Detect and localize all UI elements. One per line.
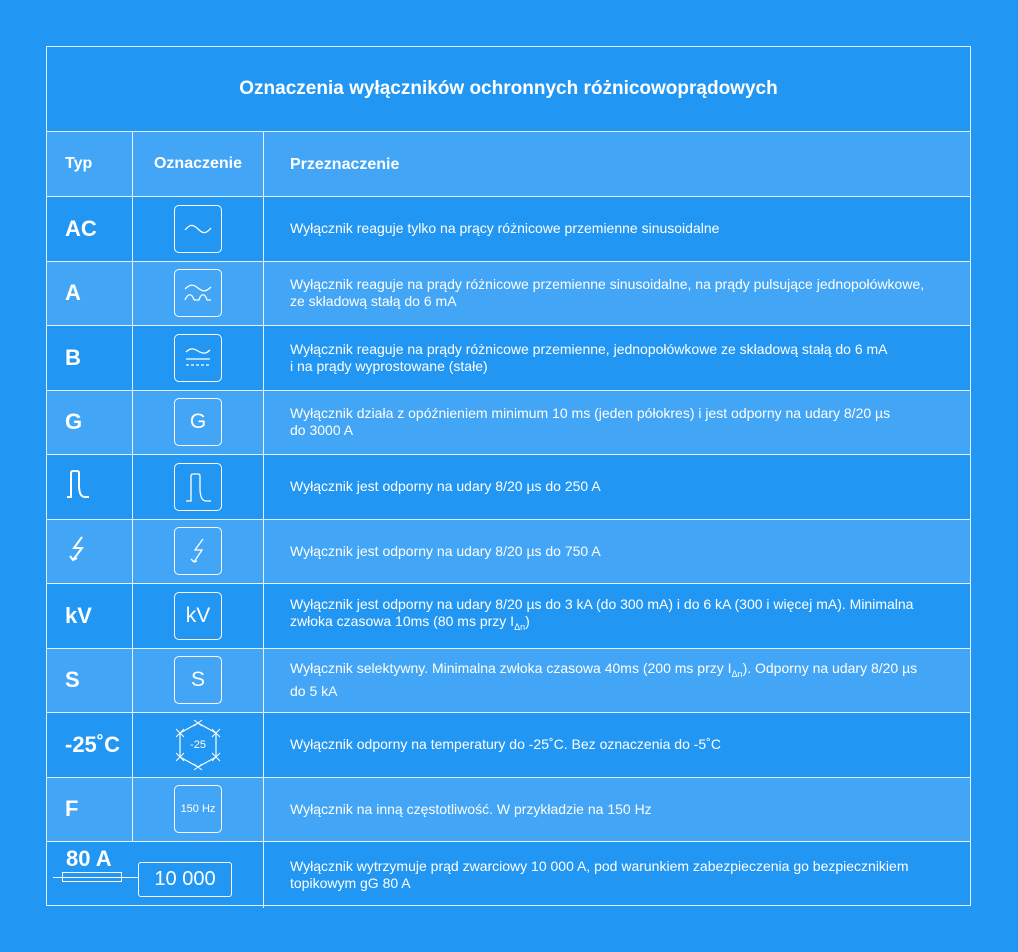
table-row <box>47 455 970 520</box>
type-label: AC <box>65 215 97 241</box>
row-description-line2: ze składową stałą do 6 mA <box>290 293 457 310</box>
row-description: Wyłącznik reaguje tylko na prący różnicowe przemienne sinusoidalne <box>290 220 720 237</box>
header-symbol: Oznaczenie <box>133 132 264 196</box>
rcd-markings-table <box>46 46 971 906</box>
row-description: Wyłącznik działa z opóźnieniem minimum 10 ms (jeden półokres) i jest odporny na udary 8/20 µs <box>290 405 891 422</box>
type-label: kV <box>65 602 92 628</box>
row-description-line2: do 3000 A <box>290 422 354 439</box>
snowflake-hexagon-icon <box>170 719 226 771</box>
row-description: Wyłącznik jest odporny na udary 8/20 µs do 250 A <box>290 478 601 495</box>
table-row <box>47 197 970 262</box>
symbol-frequency: 150 Hz <box>174 785 222 833</box>
row-description-line2: i na prądy wyprostowane (stałe) <box>290 357 488 374</box>
type-label: -25˚C <box>65 731 121 757</box>
type-label: S <box>65 667 80 693</box>
row-description: Wyłącznik na inną częstotliwość. W przykładzie na 150 Hz <box>290 800 652 817</box>
symbol-s: S <box>174 656 222 704</box>
table-row <box>47 520 970 585</box>
fuse-cell <box>47 842 264 908</box>
lightning-arrow-icon <box>65 534 91 569</box>
table-row <box>47 778 970 843</box>
breaking-capacity-box: 10 000 <box>138 862 232 897</box>
row-description: Wyłącznik wytrzymuje prąd zwarciowy 10 000 A, pod warunkiem zabezpieczenia go bezpiecznikiem <box>290 858 909 874</box>
row-description: Wyłącznik odporny na temperatury do -25˚C. Bez oznaczenia do -5˚C <box>290 736 721 753</box>
surge-pulse-icon <box>174 463 222 511</box>
table-row <box>47 713 970 778</box>
type-label: A <box>65 280 81 306</box>
table-row <box>47 842 970 908</box>
table-title: Oznaczenia wyłączników ochronnych różnicowoprądowych <box>47 47 970 132</box>
sine-and-pulse-icon <box>174 269 222 317</box>
type-label: B <box>65 344 81 370</box>
type-label: F <box>65 796 79 822</box>
row-description-line2: zwłoka czasowa 10ms (80 ms przy $I_{\Delta n}$) <box>290 612 530 632</box>
row-description: Wyłącznik reaguje na prądy różnicowe przemienne sinusoidalne, na prądy pulsujące jednopołówkowe, <box>290 276 925 293</box>
surge-pulse-icon <box>65 469 91 504</box>
header-purpose: Przeznaczenie <box>290 155 400 173</box>
table-row <box>47 649 970 714</box>
row-description: Wyłącznik jest odporny na udary 8/20 µs do 750 A <box>290 542 601 559</box>
symbol-g: G <box>174 398 222 446</box>
row-description: Wyłącznik reaguje na prądy różnicowe przemienne, jednopołówkowe ze składową stałą do 6 mA <box>290 340 888 357</box>
header-type: Typ <box>47 132 133 196</box>
sine-and-dc-icon <box>174 334 222 382</box>
table-row <box>47 262 970 327</box>
row-description-line2: topikowym gG 80 A <box>290 875 411 891</box>
table-row <box>47 326 970 391</box>
fuse-rating-label: 80 A <box>66 846 112 871</box>
row-description: Wyłącznik selektywny. Minimalna zwłoka czasowa 40ms (200 ms przy $I_{\Delta n}$). Odporny na udary 8/20 µs <box>290 660 918 680</box>
lightning-arrow-icon <box>174 527 222 575</box>
row-description: Wyłącznik jest odporny na udary 8/20 µs do 3 kA (do 300 mA) i do 6 kA (300 i więcej mA). Minimalna <box>290 595 914 612</box>
type-label: G <box>65 409 83 435</box>
table-row <box>47 391 970 456</box>
temperature-value: -25 <box>190 738 206 751</box>
table-row <box>47 584 970 649</box>
header-row <box>47 132 970 197</box>
symbol-kv: kV <box>174 592 222 640</box>
sine-wave-icon <box>174 205 222 253</box>
row-description-line2: do 5 kA <box>290 683 338 700</box>
